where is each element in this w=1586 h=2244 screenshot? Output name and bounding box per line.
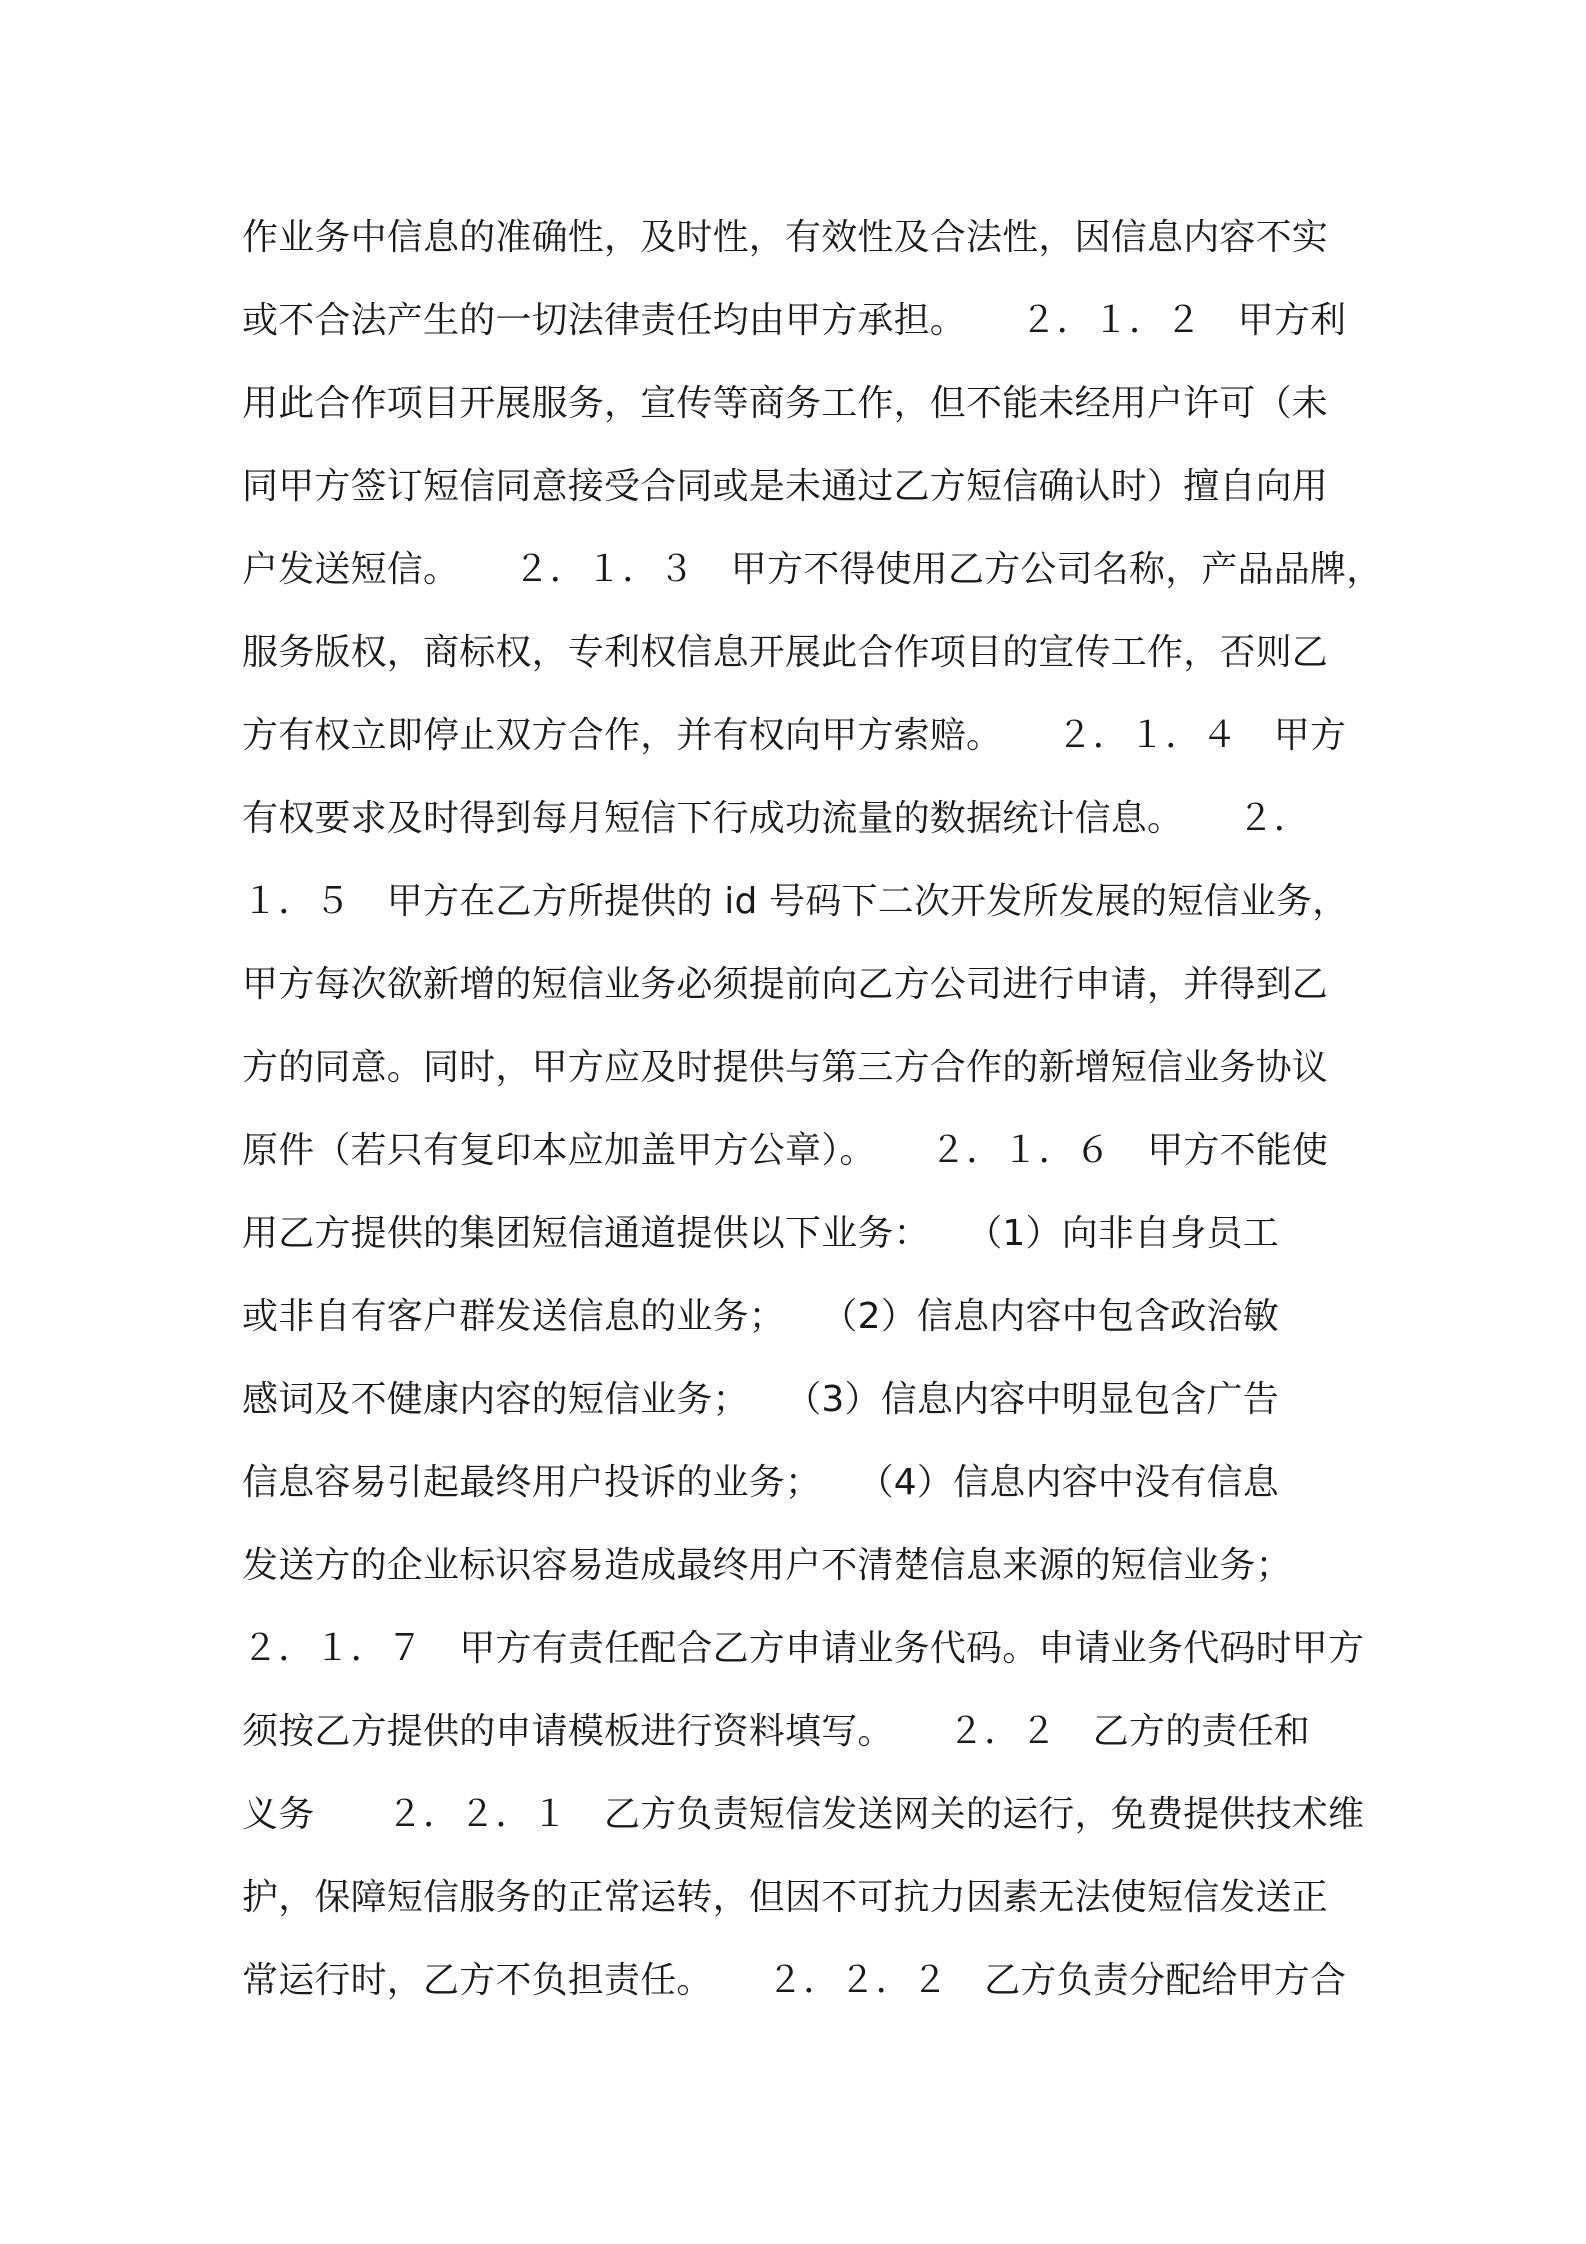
text-line: ２．１．７ 甲方有责任配合乙方申请业务代码。申请业务代码时甲方 bbox=[242, 1628, 1365, 1669]
text-line: 或不合法产生的一切法律责任均由甲方承担。 ２．１．２ 甲方利 bbox=[242, 300, 1347, 341]
text-line: 护，保障短信服务的正常运转，但因不可抗力因素无法使短信发送正 bbox=[242, 1877, 1329, 1918]
text-line: 义务 ２．２．１ 乙方负责短信发送网关的运行，免费提供技术维 bbox=[242, 1794, 1365, 1835]
text-line: 有权要求及时得到每月短信下行成功流量的数据统计信息。 ２． bbox=[242, 798, 1311, 839]
text-line: 发送方的企业标识容易造成最终用户不清楚信息来源的短信业务； bbox=[242, 1545, 1292, 1586]
text-line: 常运行时，乙方不负担责任。 ２．２．２ 乙方负责分配给甲方合 bbox=[242, 1960, 1347, 2001]
text-line: 信息容易引起最终用户投诉的业务； （4）信息内容中没有信息 bbox=[242, 1462, 1279, 1503]
text-line: 用此合作项目开展服务，宣传等商务工作，但不能未经用户许可（未 bbox=[242, 383, 1329, 424]
text-line: 服务版权，商标权，专利权信息开展此合作项目的宣传工作，否则乙 bbox=[242, 632, 1329, 673]
text-line: 同甲方签订短信同意接受合同或是未通过乙方短信确认时）擅自向用 bbox=[242, 466, 1329, 507]
text-line: 方有权立即停止双方合作，并有权向甲方索赔。 ２．１．４ 甲方 bbox=[242, 715, 1347, 756]
text-line: 作业务中信息的准确性，及时性，有效性及合法性，因信息内容不实 bbox=[242, 217, 1329, 258]
text-line: 感词及不健康内容的短信业务； （3）信息内容中明显包含广告 bbox=[242, 1379, 1279, 1420]
text-line: 用乙方提供的集团短信通道提供以下业务： （1）向非自身员工 bbox=[242, 1213, 1279, 1254]
text-line: 原件（若只有复印本应加盖甲方公章）。 ２．１．６ 甲方不能使 bbox=[242, 1130, 1329, 1171]
text-line: 方的同意。同时，甲方应及时提供与第三方合作的新增短信业务协议 bbox=[242, 1047, 1329, 1088]
text-line: 须按乙方提供的申请模板进行资料填写。 ２．２ 乙方的责任和 bbox=[242, 1711, 1311, 1752]
text-line: 户发送短信。 ２．１．３ 甲方不得使用乙方公司名称，产品品牌， bbox=[242, 549, 1383, 590]
text-line: １．５ 甲方在乙方所提供的 id 号码下二次开发所发展的短信业务， bbox=[242, 881, 1349, 922]
text-line: 或非自有客户群发送信息的业务； （2）信息内容中包含政治敏 bbox=[242, 1296, 1279, 1337]
text-line: 甲方每次欲新增的短信业务必须提前向乙方公司进行申请，并得到乙 bbox=[242, 964, 1329, 1005]
document-body bbox=[242, 196, 1383, 2022]
